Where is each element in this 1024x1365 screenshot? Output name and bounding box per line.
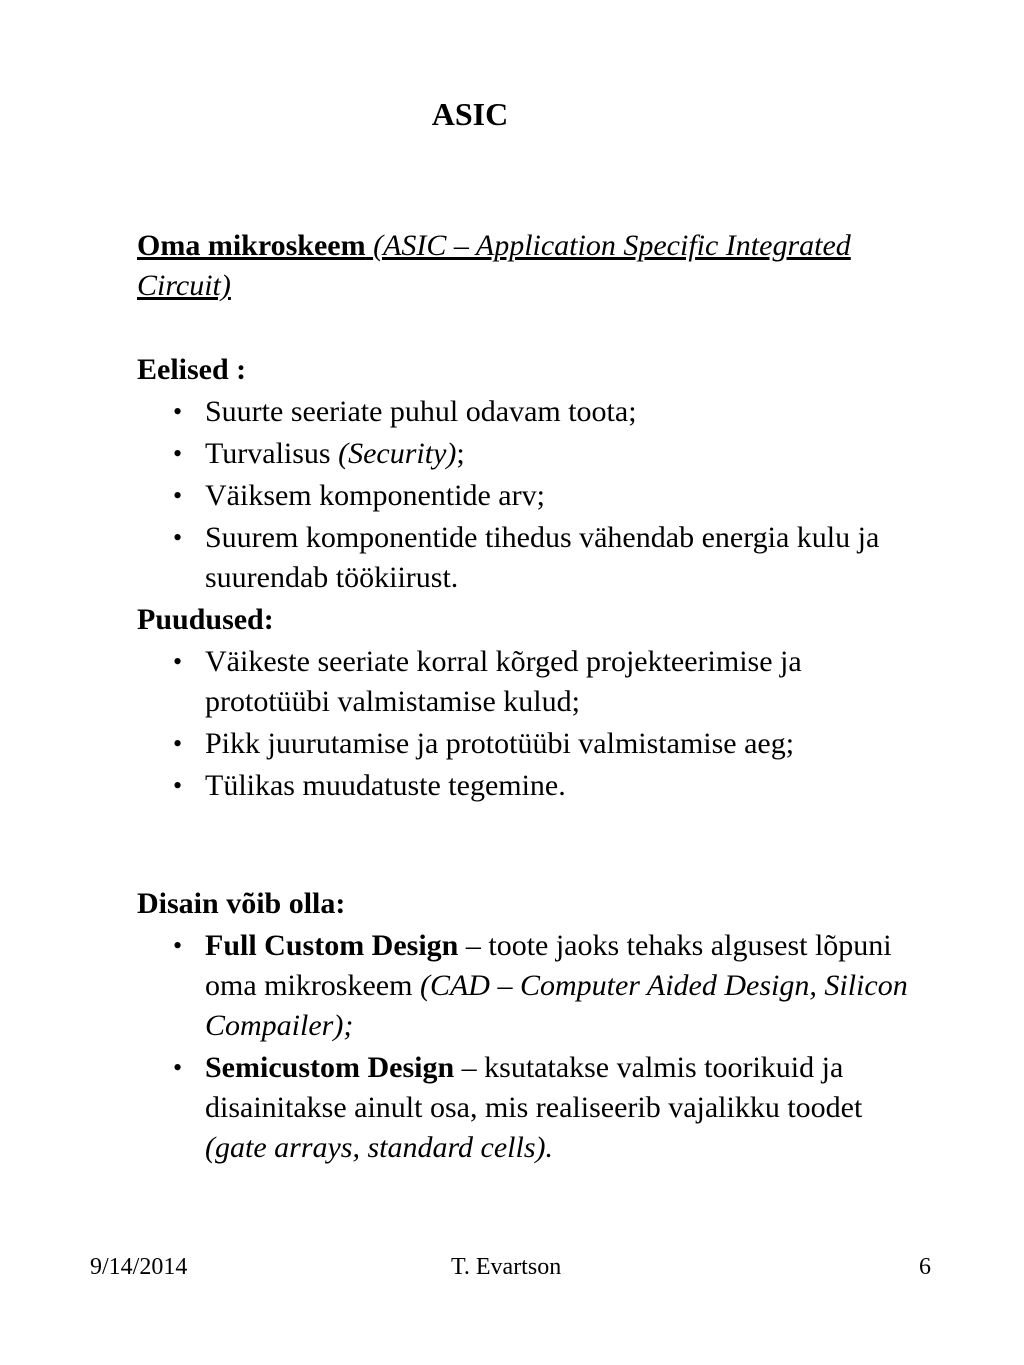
list-item-italic: (Security): [338, 437, 457, 470]
list-item: [137, 766, 917, 806]
list-item-text: Suurem komponentide tihedus vähendab energia kulu ja suurendab töökiirust.: [205, 521, 880, 594]
list-item: [137, 724, 917, 764]
slide-title: ASIC: [431, 96, 509, 132]
footer-author: T. Evartson: [451, 1254, 562, 1280]
list-item: [137, 642, 917, 722]
intro-definition: (ASIC – Application Specific Integrated Circuit): [137, 229, 851, 302]
list-item-text: Väiksem komponentide arv;: [205, 479, 545, 512]
list-item-italic: (CAD – Computer Aided Design, Silicon Compailer);: [205, 969, 908, 1042]
list-item-text: Suurte seeriate puhul odavam toota;: [205, 395, 637, 428]
list-item: [137, 1048, 917, 1168]
advantages-heading: Eelised :: [137, 353, 247, 386]
design-heading: Disain võib olla:: [137, 887, 346, 920]
bullet-icon: •: [173, 1053, 183, 1082]
list-item-suffix: ;: [456, 437, 465, 470]
list-item-text: Pikk juurutamise ja prototüübi valmistamise aeg;: [205, 727, 795, 760]
list-item-text: Tülikas muudatuste tegemine.: [205, 769, 566, 802]
intro-line: [137, 226, 917, 306]
list-item-text: Turvalisus: [205, 437, 339, 470]
list-item-text: Väikeste seeriate korral kõrged projekteerimise ja prototüübi valmistamise kulud;: [205, 645, 802, 718]
list-item-term: Semicustom Design: [205, 1051, 455, 1084]
bullet-icon: •: [173, 523, 183, 552]
advantages-list: [137, 392, 917, 598]
list-item-italic: (gate arrays, standard cells).: [205, 1131, 554, 1164]
list-item-text: – ksutatakse valmis toorikuid ja disainitakse ainult osa, mis realiseerib vajalikku toodet: [205, 1051, 863, 1124]
disadvantages-list: [137, 642, 917, 806]
bullet-icon: •: [173, 771, 183, 800]
list-item-text: – toote jaoks tehaks algusest lõpuni oma mikroskeem: [205, 929, 892, 1002]
bullet-icon: •: [173, 931, 183, 960]
design-list: [137, 926, 917, 1168]
bullet-icon: •: [173, 481, 183, 510]
bullet-icon: •: [173, 647, 183, 676]
list-item: [137, 434, 917, 474]
slide-content: [137, 226, 917, 1170]
disadvantages-heading: Puudused:: [137, 603, 274, 636]
list-item: [137, 392, 917, 432]
list-item-term: Full Custom Design: [205, 929, 459, 962]
footer-page-number: 6: [919, 1254, 931, 1280]
footer-date: 9/14/2014: [90, 1254, 188, 1280]
bullet-icon: •: [173, 729, 183, 758]
list-item: [137, 926, 917, 1046]
list-item: [137, 476, 917, 516]
intro-term: Oma mikroskeem: [137, 229, 366, 262]
bullet-icon: •: [173, 439, 183, 468]
list-item: [137, 518, 917, 598]
bullet-icon: •: [173, 397, 183, 426]
